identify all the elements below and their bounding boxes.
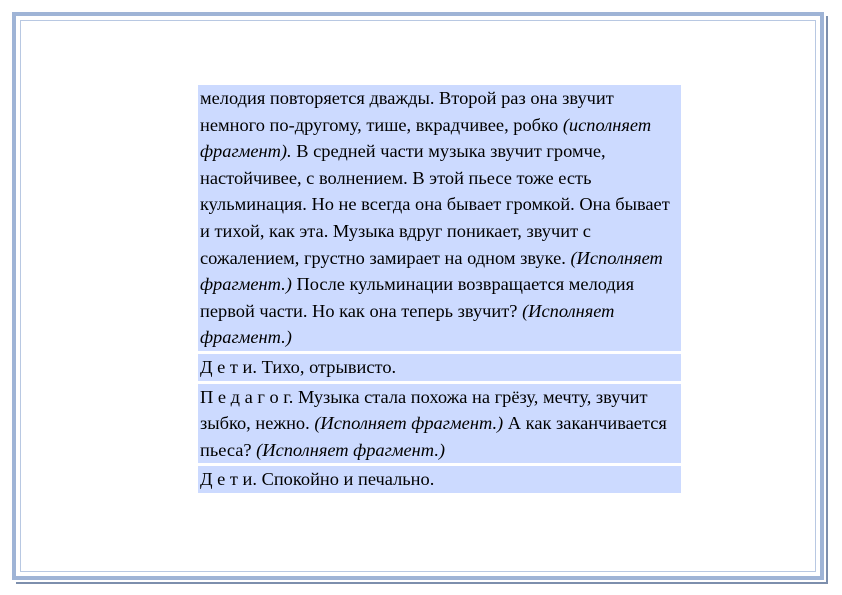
paragraph-children-reply-1: [198, 354, 681, 381]
text-block: [198, 85, 681, 493]
paragraph-teacher-line: [198, 384, 681, 464]
stage-direction: (Исполняет фрагмент.): [256, 439, 446, 460]
stage-direction: (Исполняет фрагмент.): [200, 247, 663, 295]
text-segment: П е д а г о г. Музыка стала похожа на грёзу, мечту, звучит зыбко, нежно.: [200, 386, 648, 434]
text-segment: Д е т и. Тихо, отрывисто.: [200, 356, 397, 377]
text-segment: В средней части музыка звучит громче, настойчивее, с волнением. В этой пьесе тоже есть кульминация. Но не всегда она бывает громкой. Она бывает и тихой, как эта. Музыка вдруг поникает, звучит с сожалением, грустно замирает на одном звуке.: [200, 141, 670, 268]
stage-direction: (Исполняет фрагмент.): [200, 300, 615, 348]
text-segment: После кульминации возвращается мелодия первой части. Но как она теперь звучит?: [200, 274, 635, 321]
text-segment: Д е т и. Спокойно и печально.: [200, 469, 435, 490]
stage-direction: (Исполняет фрагмент.): [314, 413, 504, 434]
text-segment: А как заканчивается пьеса?: [200, 413, 667, 460]
text-segment: мелодия повторяется дважды. Второй раз она звучит немного по-другому, тише, вкрадчивее, робко: [200, 88, 614, 135]
paragraph-teacher-narration: [198, 85, 681, 351]
paragraph-children-reply-2: [198, 466, 681, 493]
stage-direction: (исполняет фрагмент).: [200, 114, 652, 162]
